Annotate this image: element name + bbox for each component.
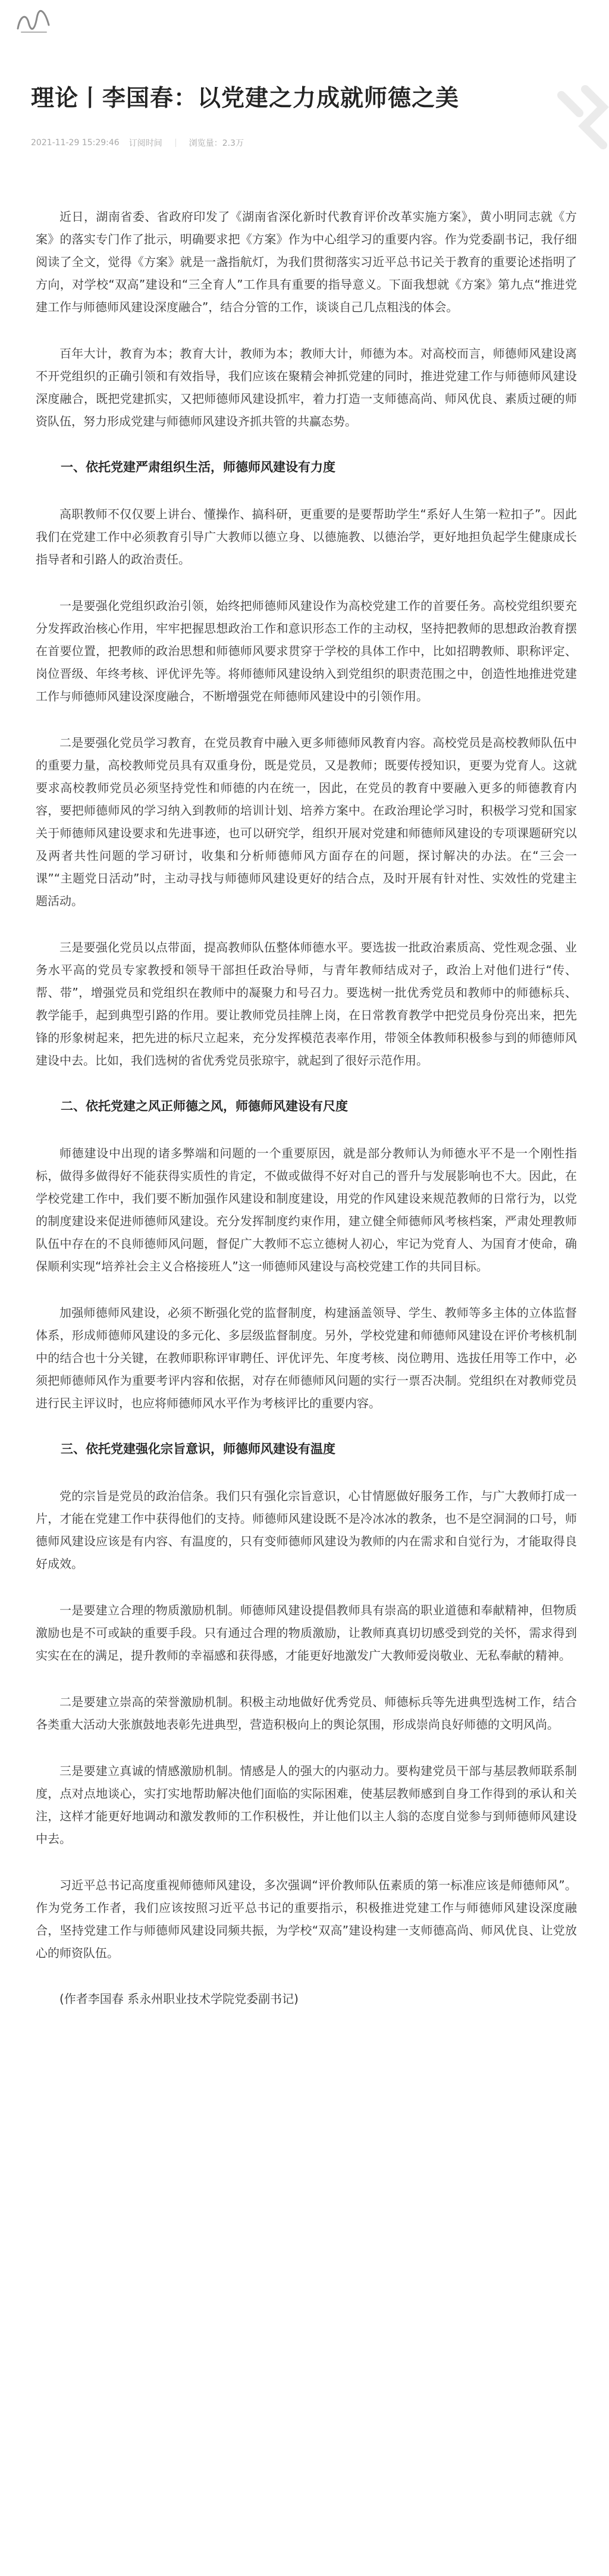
article-paragraph: 二是要强化党员学习教育，在党员教育中融入更多师德师风教育内容。高校党员是高校教师队伍中的重要力量，高校教师党员具有双重身份，既是党员，又是教师；既要传授知识，更要为党育人。这就要求高校教师党员必须坚持党性和师德的内在统一，因此，在党员的教育中要融入更多的师德教育内容，要把师德师风的学习纳入到教师的培训计划、培养方案中。在政治理论学习时，积极学习党和国家关于师德师风建设要求和先进事迹，也可以研究学，组织开展对党建和师德师风建设的专项课题研究以及两者共性问题的学习研讨，收集和分析师德师风方面存在的问题，探讨解决的办法。在“三会一课”“主题党日活动”时，主动寻找与师德师风建设更好的结合点，及时开展有针对性、实效性的党建主题活动。 <box>36 735 577 908</box>
article-paragraph: 二是要建立崇高的荣誉激励机制。积极主动地做好优秀党员、师德标兵等先进典型选树工作，结合各类重大活动大张旗鼓地表彰先进典型，营造积极向上的舆论氛围，形成崇尚良好师德的文明风尚。 <box>36 1695 577 1732</box>
meta-divider <box>175 139 176 147</box>
read-time-label: 订阅时间 <box>128 139 162 148</box>
article-paragraph: 百年大计，教育为本；教育大计，教师为本；教师大计，师德为本。对高校而言，师德师风建设离不开党组织的正确引领和有效指导，我们应该在聚精会神抓党建的同时，推进党建工作与师德师风建设深度融合，既把党建抓实，又把师德师风建设抓牢，着力打造一支师德高尚、师风优良、素质过硬的师资队伍，努力形成党建与师德师风建设齐抓共管的共赢态势。 <box>36 346 577 428</box>
article-paragraph: 加强师德师风建设，必须不断强化党的监督制度，构建涵盖领导、学生、教师等多主体的立体监督体系，形成师德师风建设的多元化、多层级监督制度。另外，学校党建和师德师风建设在评价考核机制中的结合也十分关键，在教师职称评审聘任、评优评先、年度考核、岗位聘用、选拔任用等工作中，必须把师德师风作为重要考评内容和依据，对存在师德师风问题的实行一票否决制。党组织在对教师党员进行民主评议时，也应将师德师风水平作为考核评比的重要内容。 <box>36 1306 577 1410</box>
article-paragraph: 一是要强化党组织政治引领，始终把师德师风建设作为高校党建工作的首要任务。高校党组织要充分发挥政治核心作用，牢牢把握思想政治工作和意识形态工作的主动权，坚持把教师的思想政治教育摆在首要位置，把教师的政治思想和师德师风要求贯穿于学校的具体工作中，比如招聘教师、职称评定、岗位晋级、年终考核、评优评先等。将师德师风建设纳入到党组织的职责范围之中，创造性地推进党建工作与师德师风建设深度融合，不断增强党在师德师风建设中的引领作用。 <box>36 599 577 703</box>
article-paragraph: 近日，湖南省委、省政府印发了《湖南省深化新时代教育评价改革实施方案》，黄小明同志就《方案》的落实专门作了批示，明确要求把《方案》作为中心组学习的重要内容。作为党委副书记，我仔细阅读了全文，觉得《方案》就是一盏指航灯，为我们贯彻落实习近平总书记关于教育的重要论述指明了方向，对学校“双高”建设和“三全育人”工作具有重要的指导意义。下面我想就《方案》第九点“推进党建工作与师德师风建设深度融合”，结合分管的工作，谈谈自己几点粗浅的体会。 <box>36 209 577 314</box>
section-heading: 三、依托党建强化宗旨意识，师德师风建设有温度 <box>61 1442 335 1456</box>
article-paragraph: 师德建设中出现的诸多弊端和问题的一个重要原因，就是部分教师认为师德水平不是一个刚性指标，做得多做得好不能获得实质性的肯定，不做或做得不好对自己的晋升与发展影响也不大。因此，在学校党建工作中，我们要不断加强作风建设和制度建设，用党的作风建设来规范教师的日常行为，以党的制度建设来促进师德师风建设。充分发挥制度约束作用，建立健全师德师风考核档案，严肃处理教师队伍中存在的不良师德师风问题，督促广大教师不忘立德树人初心，牢记为党育人、为国育才使命，确保顺利实现“培养社会主义合格接班人”这一师德师风建设与高校党建工作的共同目标。 <box>36 1146 577 1273</box>
article-paragraph: 高职教师不仅仅要上讲台、懂操作、搞科研，更重要的是要帮助学生“系好人生第一粒扣子”。因此我们在党建工作中必须教育引导广大教师以德立身、以德施教、以德治学，更好地担负起学生健康成长指导者和引路人的政治责任。 <box>36 507 577 566</box>
article-body <box>36 205 577 2010</box>
article-title: 理论丨李国春：以党建之力成就师德之美 <box>31 85 460 112</box>
article-paragraph: 党的宗旨是党员的政治信条。我们只有强化宗旨意识，心甘情愿做好服务工作，与广大教师打成一片，才能在党建工作中获得他们的支持。师德师风建设既不是冷冰冰的教条，也不是空洞洞的口号，师德师风建设应该是有内容、有温度的，只有变师德师风建设为教师的内在需求和自觉行为，才能取得良好成效。 <box>36 1489 577 1571</box>
publish-date: 2021-11-29 15:29:46 <box>31 138 120 148</box>
article-paragraph: 一是要建立合理的物质激励机制。师德师风建设提倡教师具有崇高的职业道德和奉献精神，但物质激励也是不可或缺的重要手段。只有通过合理的物质激励，让教师真真切切感受到党的关怀，需求得到实实在在的满足，提升教师的幸福感和获得感，才能更好地激发广大教师爱岗敬业、无私奉献的精神。 <box>36 1603 577 1663</box>
author-credit: (作者李国春 系永州职业技术学院党委副书记) <box>59 1992 299 2006</box>
article-meta <box>31 137 590 149</box>
site-logo-icon[interactable] <box>13 5 55 39</box>
article-paragraph: 三是要建立真诚的情感激励机制。情感是人的强大的内驱动力。要构建党员干部与基层教师联系制度，点对点地谈心，实打实地帮助解决他们面临的实际困难，使基层教师感到自身工作得到的承认和关注，这样才能更好地调动和激发教师的工作积极性，并让他们以主人翁的态度自觉参与到师德师风建设中去。 <box>36 1764 577 1846</box>
section-heading: 一、依托党建严肃组织生活，师德师风建设有力度 <box>61 460 335 474</box>
section-heading: 二、依托党建之风正师德之风，师德师风建设有尺度 <box>61 1099 348 1113</box>
view-count: 浏览量：2.3万 <box>189 139 244 148</box>
article-paragraph: 三是要强化党员以点带面，提高教师队伍整体师德水平。要选拔一批政治素质高、党性观念强、业务水平高的党员专家教授和领导干部担任政治导师，与青年教师结成对子，政治上对他们进行“传、帮、带”，增强党员和党组织在教师中的凝聚力和号召力。要选树一批优秀党员和教师中的师德标兵、教学能手，起到典型引路的作用。要让教师党员挂牌上岗，在日常教育教学中把党员身份亮出来，把先锋的形象树起来，把先进的标尺立起来，充分发挥模范表率作用，带领全体教师积极参与到的师德师风建设中去。比如，我们选树的省优秀党员张琼宇，就起到了很好示范作用。 <box>36 940 577 1068</box>
article-paragraph: 习近平总书记高度重视师德师风建设，多次强调“评价教师队伍素质的第一标准应该是师德师风”。作为党务工作者，我们应该按照习近平总书记的重要指示，积极推进党建工作与师德师风建设深度融合，坚持党建工作与师德师风建设同频共振，为学校“双高”建设构建一支师德高尚、师风优良、让党放心的师资队伍。 <box>36 1878 577 1960</box>
article-header <box>31 83 590 149</box>
